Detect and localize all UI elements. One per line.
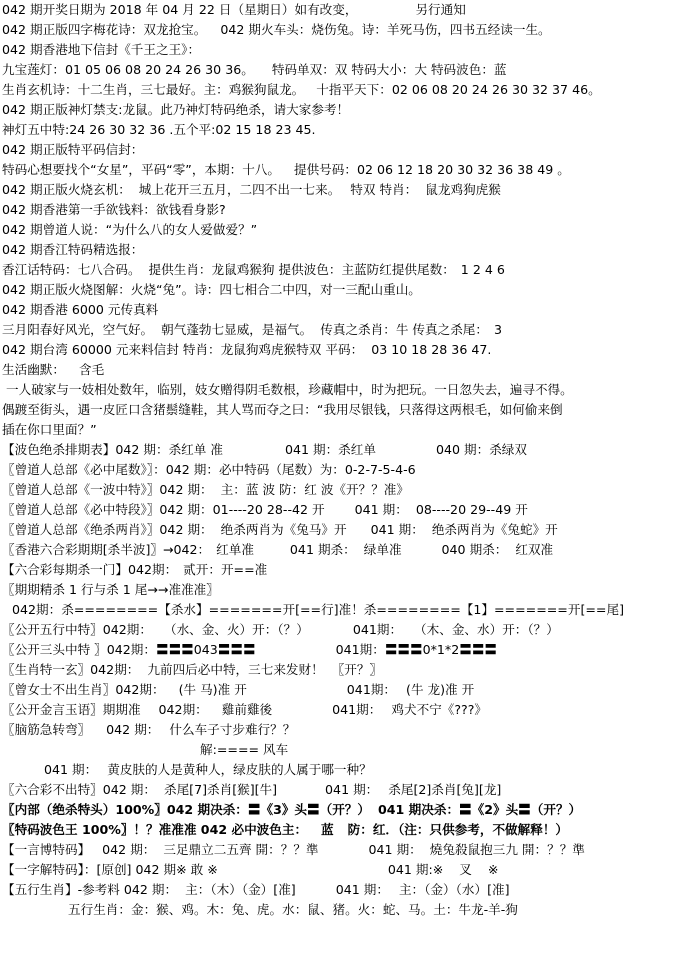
fire-mystery-line: 042 期正版火烧玄机： 城上花开三五月，二四不出一七来。 特双 特肖： 鼠龙鸡狗虎猴 bbox=[2, 182, 501, 197]
kill-row-tail-heading: 〖期期精杀 1 行与杀 1 尾→→准准准〗 bbox=[2, 582, 219, 597]
no-special-line: 〖六合彩不出特〗042 期： 杀尾[7]杀肖[猴][牛] 041 期： 杀尾[2]杀肖[兔][龙] bbox=[2, 782, 502, 797]
humor-text-1: 一人破家与一妓相处数年，临别，妓女赠得阴毛数根，珍藏帽中，时为把玩。一日忽失去，遍寻不得。 bbox=[6, 382, 573, 397]
hk-first-hand-line: 042 期香港第一手欲钱料：欲钱看身影? bbox=[2, 202, 226, 217]
fire-diagram-line: 042 期正版火烧图解：火烧“兔”。诗：四七相合二中四，对一三配山重山。 bbox=[2, 282, 421, 297]
special-envelope-heading: 042 期正版特平码信封： bbox=[2, 142, 144, 157]
kill-row-tail-line: 042期：杀========【杀水】=======开[==行]准！杀========【1】=======开[==尾] bbox=[12, 602, 624, 617]
tail-number-line: 〖曾道人总部《必中尾数》〗：042 期：必中特码（尾数）为：0-2-7-5-4-6 bbox=[2, 462, 416, 477]
head-kill-line: 〖内部（绝杀特头）100%〗042 期决杀：〓《3》头〓（开？） 041 期决杀：〓《2》头〓（开？） bbox=[2, 802, 582, 817]
three-heads-line: 〖公开三头中特 〗042期：〓〓〓043〓〓〓 041期：〓〓〓0*1*2〓〓〓 bbox=[2, 642, 498, 657]
xiangjiang-details: 香江话特码：七八合码。 提供生肖：龙鼠鸡猴狗 提供波色：主蓝防红提供尾数： 1 2 4 6 bbox=[2, 262, 505, 277]
ms-zeng-line: 〖曾女士不出生肖〗042期： (牛 马)准 开 041期： (牛 龙)准 开 bbox=[2, 682, 475, 697]
five-elements-legend: 五行生肖：金：猴、鸡。木：兔、虎。水：鼠、猪。火：蛇、马。土：牛龙-羊-狗 bbox=[68, 902, 518, 917]
five-elements-zodiac-line: 【五行生肖】-参考料 042 期： 主：（木）（金）[准] 041 期： 主：（金）（水）[准] bbox=[2, 882, 510, 897]
xiangjiang-heading: 042 期香江特码精选报： bbox=[2, 242, 144, 257]
poem-line: 042 期正版四字梅花诗：双龙抢宝。 042 期火车头：烧伤兔。诗：羊死马伤，四书五经读一生。 bbox=[2, 22, 551, 37]
riddle-line: 〖脑筋急转弯〗 042 期： 什么车子寸步难行？？ bbox=[2, 722, 296, 737]
kill-one-gate-line: 【六合彩每期杀一门】042期： 贰开：开==准 bbox=[2, 562, 268, 577]
golden-words-line: 〖公开金言玉语〗期期准 042期： 雞前雞後 041期： 鸡犬不宁《???》 bbox=[2, 702, 487, 717]
one-word-line: 【一言博特码】 042 期： 三足鼎立二五齊 開：？？準 041 期： 燒兔殺鼠抱三九 開：？？準 bbox=[2, 842, 585, 857]
one-char-line: 【一字解特码】：[原创] 042 期※ 敢 ※ 041 期:※ 叉 ※ bbox=[2, 862, 499, 877]
nine-lotus-numbers: 九宝莲灯：01 05 06 08 20 24 26 30 36。 特码单双：双 特码大小：大 特码波色：蓝 bbox=[2, 62, 507, 77]
humor-text-2: 偶踱至街头，遇一皮匠口含猪鬃缝鞋，其人骂而夺之曰：“我用尽银钱，只落得这两根毛，如何偷来倒 bbox=[2, 402, 563, 417]
special-code-hint: 特码心想要找个“女星”，平码“零”，本期：十八。 提供号码：02 06 12 18 20 30 32 36 38 49 。 bbox=[2, 162, 570, 177]
five-elements-line: 〖公开五行中特〗042期： （水、金、火）开：（？） 041期： （木、金、水）开：（？） bbox=[2, 622, 559, 637]
riddle-answer-line: 解:==== 风车 bbox=[200, 742, 289, 757]
wave-king-line: 〖特码波色王 100%〗！？准准准 042 必中波色主： 蓝 防：红．（注：只供参考，不做解释！） bbox=[2, 822, 569, 837]
zeng-saying-line: 042 期曾道人说：“为什么八的女人爱做爱？” bbox=[2, 222, 258, 237]
two-zodiac-kill-line: 〖曾道人总部《绝杀两肖》〗042 期： 绝杀两肖为《兔马》开 041 期： 绝杀两肖为《兔蛇》开 bbox=[2, 522, 558, 537]
draw-date-notice: 042 期开奖日期为 2018 年 04 月 22 日（星期日）如有改变， 另行通知 bbox=[2, 2, 466, 17]
zodiac-poem-line: 生肖玄机诗：十二生肖，三七最好。主：鸡猴狗鼠龙。 十指平天下：02 06 08 20 24 26 30 32 37 46。 bbox=[2, 82, 601, 97]
magic-lamp-notice: 042 期正版神灯禁支:龙鼠。此乃神灯特码绝杀，请大家参考！ bbox=[2, 102, 350, 117]
half-wave-line: 〖香港六合彩期期[杀半波]〗→042： 红单准 041 期杀： 绿单准 040 期杀： 红双准 bbox=[2, 542, 554, 557]
hk-envelope-heading: 042 期香港地下信封《千王之王》： bbox=[2, 42, 201, 57]
fax-heading: 042 期香港 6000 元传真料 bbox=[2, 302, 159, 317]
humor-text-3: 插在你口里面？” bbox=[2, 422, 97, 437]
one-wave-line: 〖曾道人总部《一波中特》〗042 期： 主：蓝 波 防：红 波《开？？准》 bbox=[2, 482, 409, 497]
taiwan-envelope-line: 042 期台湾 60000 元来料信封 特肖：龙鼠狗鸡虎猴特双 平码： 03 10 18 28 36 47. bbox=[2, 342, 492, 357]
magic-lamp-numbers: 神灯五中特:24 26 30 32 36 .五个平:02 15 18 23 45. bbox=[2, 122, 316, 137]
color-kill-schedule: 【波色绝杀排期表】042 期：杀红单 准 041 期：杀红单 040 期：杀绿双 bbox=[2, 442, 527, 457]
riddle-line-041: 041 期： 黄皮肤的人是黄种人，绿皮肤的人属于哪一种？ bbox=[44, 762, 372, 777]
zodiac-mystery-line: 〖生肖特一玄〗042期： 九前四后必中特，三七来发财！ 〖开？〗 bbox=[2, 662, 383, 677]
segment-line: 〖曾道人总部《必中特段》〗042 期：01----20 28--42 开 041 期： 08----20 29--49 开 bbox=[2, 502, 528, 517]
spring-poem-line: 三月阳春好风光，空气好。 朝气蓬勃七显威，是福气。 传真之杀肖：牛 传真之杀尾： 3 bbox=[2, 322, 502, 337]
humor-heading: 生活幽默： 含毛 bbox=[2, 362, 105, 377]
